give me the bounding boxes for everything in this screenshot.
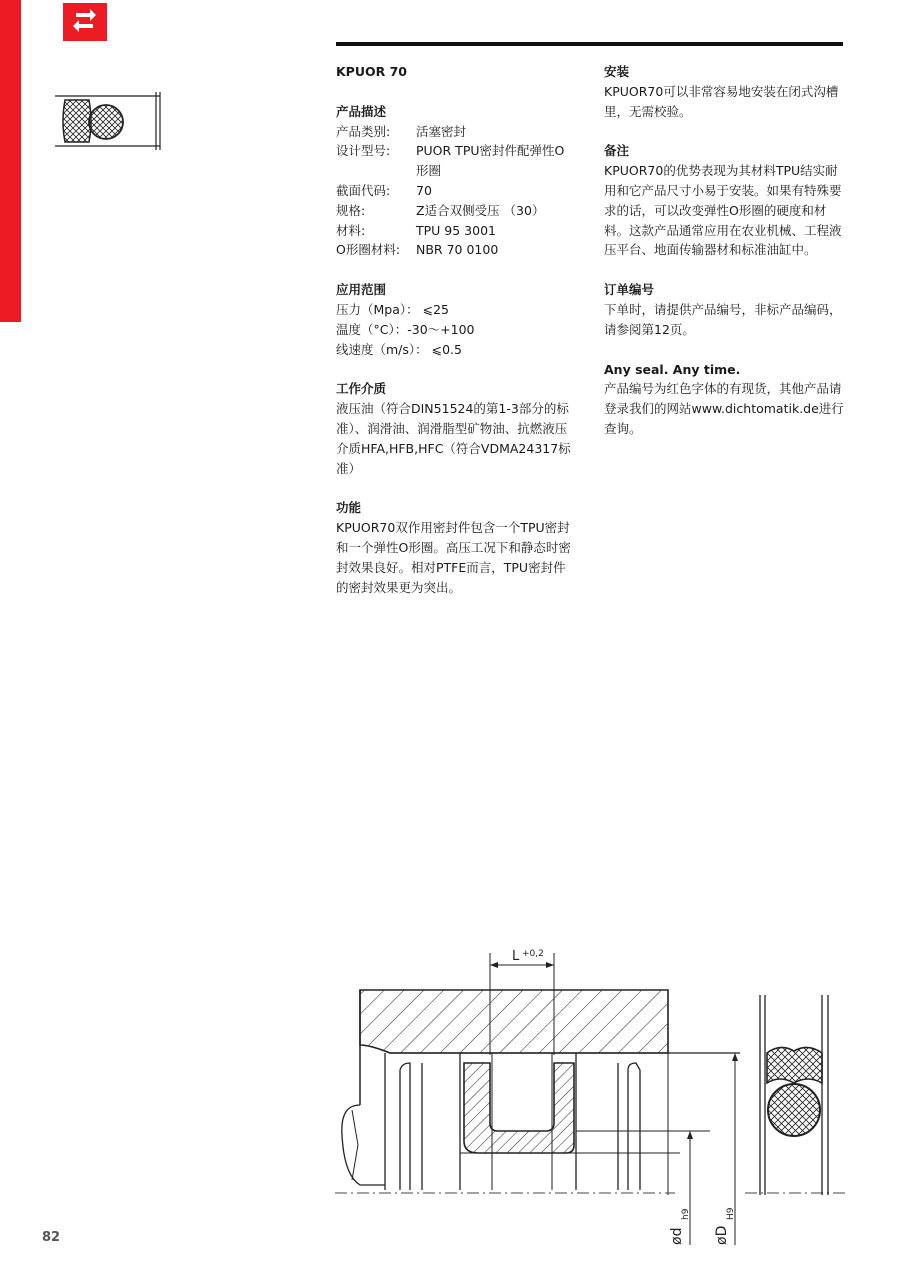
order-text: 下单时，请提供产品编号，非标产品编码，请参阅第12页。 — [604, 301, 842, 337]
desc-row: 截面代码: 70 — [336, 182, 432, 198]
dimension-L: L — [512, 949, 520, 964]
pressure-line: 压力（Mpa）： ⩽25 — [336, 301, 449, 317]
function-heading: 功能 — [336, 500, 362, 516]
function-text: KPUOR70双作用密封件包含一个TPU密封和一个弹性O形圈。高压工况下和静态时密封效果良好。相对PTFE而言，TPU密封件的密封效果更为突出。 — [336, 520, 571, 595]
page-number: 82 — [42, 1230, 61, 1245]
desc-row: 产品类别: 活塞密封 — [336, 123, 467, 139]
dimension-D: øD — [714, 1225, 730, 1245]
slogan-heading: Any seal. Any time. — [604, 361, 741, 377]
product-code: KPUOR 70 — [336, 64, 407, 79]
red-side-bar — [0, 0, 21, 322]
order-heading: 订单编号 — [604, 282, 655, 298]
dimension-d-tolerance: h9 — [681, 1208, 691, 1220]
install-heading: 安装 — [604, 64, 630, 79]
dimension-d: ød — [669, 1227, 685, 1245]
media-text: 液压油（符合DIN51524的第1-3部分的标准）、润滑油、润滑脂型矿物油、抗燃液压介质HFA,HFB,HFC（符合VDMA24317标准） — [336, 401, 571, 476]
dimension-D-tolerance: H9 — [726, 1207, 736, 1220]
dimension-L-tolerance: +0,2 — [522, 949, 544, 959]
desc-row: O形圈材料: NBR 70 0100 — [336, 242, 499, 258]
speed-line: 线速度（m/s）： ⩽0.5 — [336, 341, 462, 357]
install-text: KPUOR70可以非常容易地安装在闭式沟槽里，无需校验。 — [604, 83, 839, 119]
remarks-text: KPUOR70的优势表现为其材料TPU结实耐用和它产品尺寸小易于安装。如果有特殊要求的话，可以改变弹性O形圈的硬度和材料。这款产品通常应用在农业机械、工程液压平台、地面传输器材和标准油缸中。 — [604, 163, 842, 258]
installation-drawing — [330, 945, 850, 1250]
temperature-line: 温度（°C）：-30～+100 — [336, 321, 475, 337]
logo-double-arrow-icon — [63, 3, 107, 41]
description-heading: 产品描述 — [336, 103, 387, 119]
right-column — [604, 62, 844, 439]
application-heading: 应用范围 — [336, 282, 387, 298]
desc-row: 材料: TPU 95 3001 — [336, 222, 496, 238]
desc-row: 设计型号: PUOR TPU密封件配弹性O形圈 — [336, 143, 565, 179]
desc-row: 规格: Z适合双侧受压 （30） — [336, 202, 545, 218]
remarks-heading: 备注 — [604, 143, 630, 159]
media-heading: 工作介质 — [336, 381, 387, 397]
slogan-text: 产品编号为红色字体的有现货，其他产品请登录我们的网站www.dichtomatik.de进行查询。 — [604, 381, 844, 436]
section-top-rule — [336, 42, 843, 46]
seal-cross-section-icon — [55, 92, 165, 152]
left-column — [336, 62, 571, 597]
